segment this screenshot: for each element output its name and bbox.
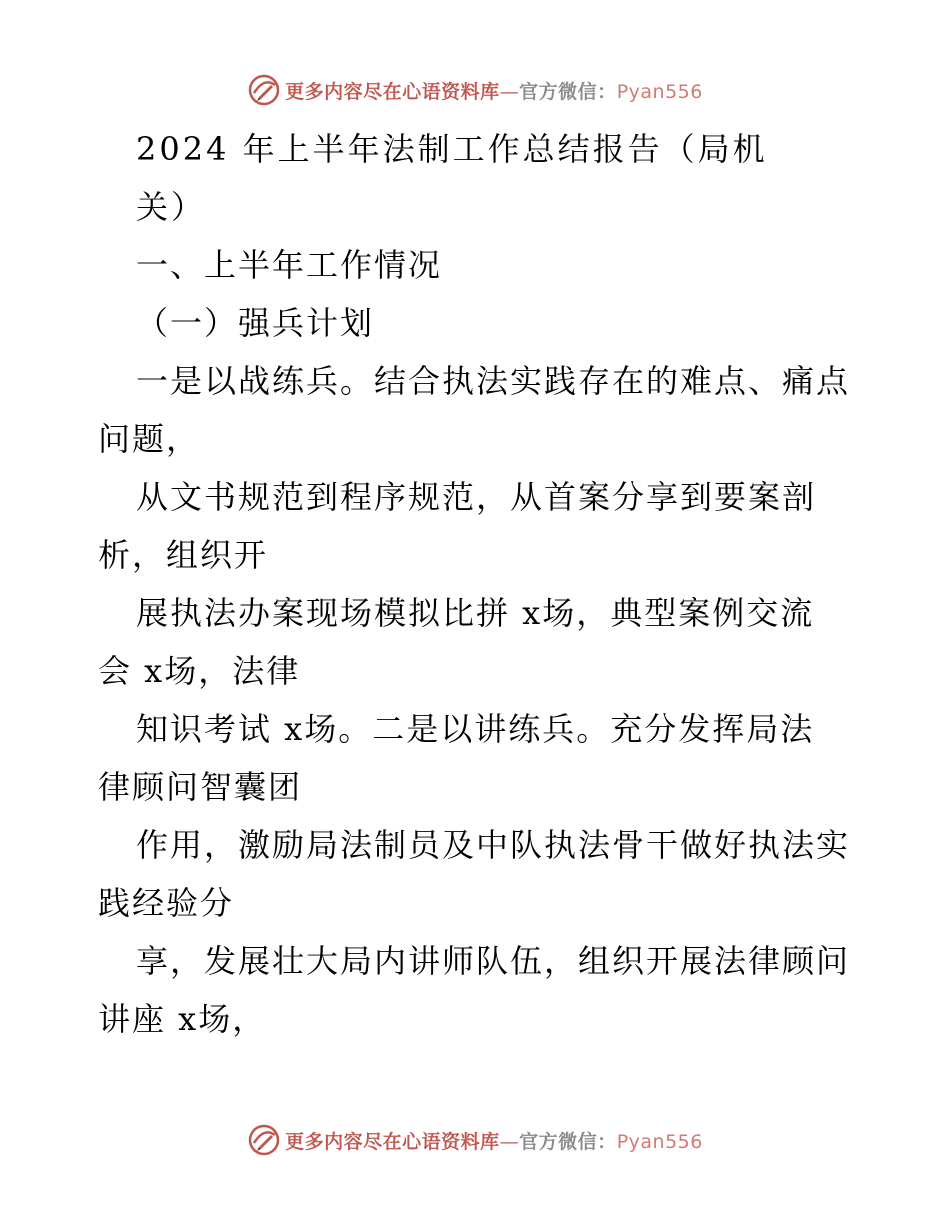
document-text-line: 一、上半年工作情况 [136, 246, 443, 284]
footer-banner [0, 1120, 950, 1160]
document-text-line: 讲座 x场， [98, 1000, 267, 1038]
document-text-line: 展执法办案现场模拟比拼 x场，典型案例交流 [136, 594, 815, 632]
document-text-line: 律顾问智囊团 [98, 768, 303, 806]
banner-dash: — [499, 80, 520, 103]
document-title-line: 关） [136, 188, 207, 226]
document-text-line: （一）强兵计划 [136, 304, 375, 342]
document-text-line: 享，发展壮大局内讲师队伍，组织开展法律顾问 [136, 942, 851, 980]
banner-wechat-id: Pyan556 [616, 1130, 703, 1153]
document-text-line: 知识考试 x场。二是以讲练兵。充分发挥局法 [136, 710, 815, 748]
document-text-line: 会 x场，法律 [98, 652, 301, 690]
document-title-line: 2024 年上半年法制工作总结报告（局机 [136, 130, 768, 168]
document-text-line: 析，组织开 [98, 536, 269, 574]
banner-brand-text: 更多内容尽在心语资料库 [285, 80, 500, 103]
banner-dash: — [499, 1130, 520, 1153]
header-banner [0, 70, 950, 110]
pen-logo-icon [247, 1123, 281, 1157]
banner-label: 官方微信： [519, 1130, 617, 1153]
document-text-line: 践经验分 [98, 884, 235, 922]
document-text-line: 问题， [98, 420, 201, 458]
document-text-line: 从文书规范到程序规范，从首案分享到要案剖 [136, 478, 817, 516]
banner-label: 官方微信： [519, 80, 617, 103]
banner-wechat-id: Pyan556 [616, 80, 703, 103]
pen-logo-icon [247, 73, 281, 107]
document-text-line: 一是以战练兵。结合执法实践存在的难点、痛点 [136, 362, 851, 400]
document-body [98, 120, 858, 1048]
banner-brand-text: 更多内容尽在心语资料库 [285, 1130, 500, 1153]
document-text-line: 作用，激励局法制员及中队执法骨干做好执法实 [136, 826, 851, 864]
